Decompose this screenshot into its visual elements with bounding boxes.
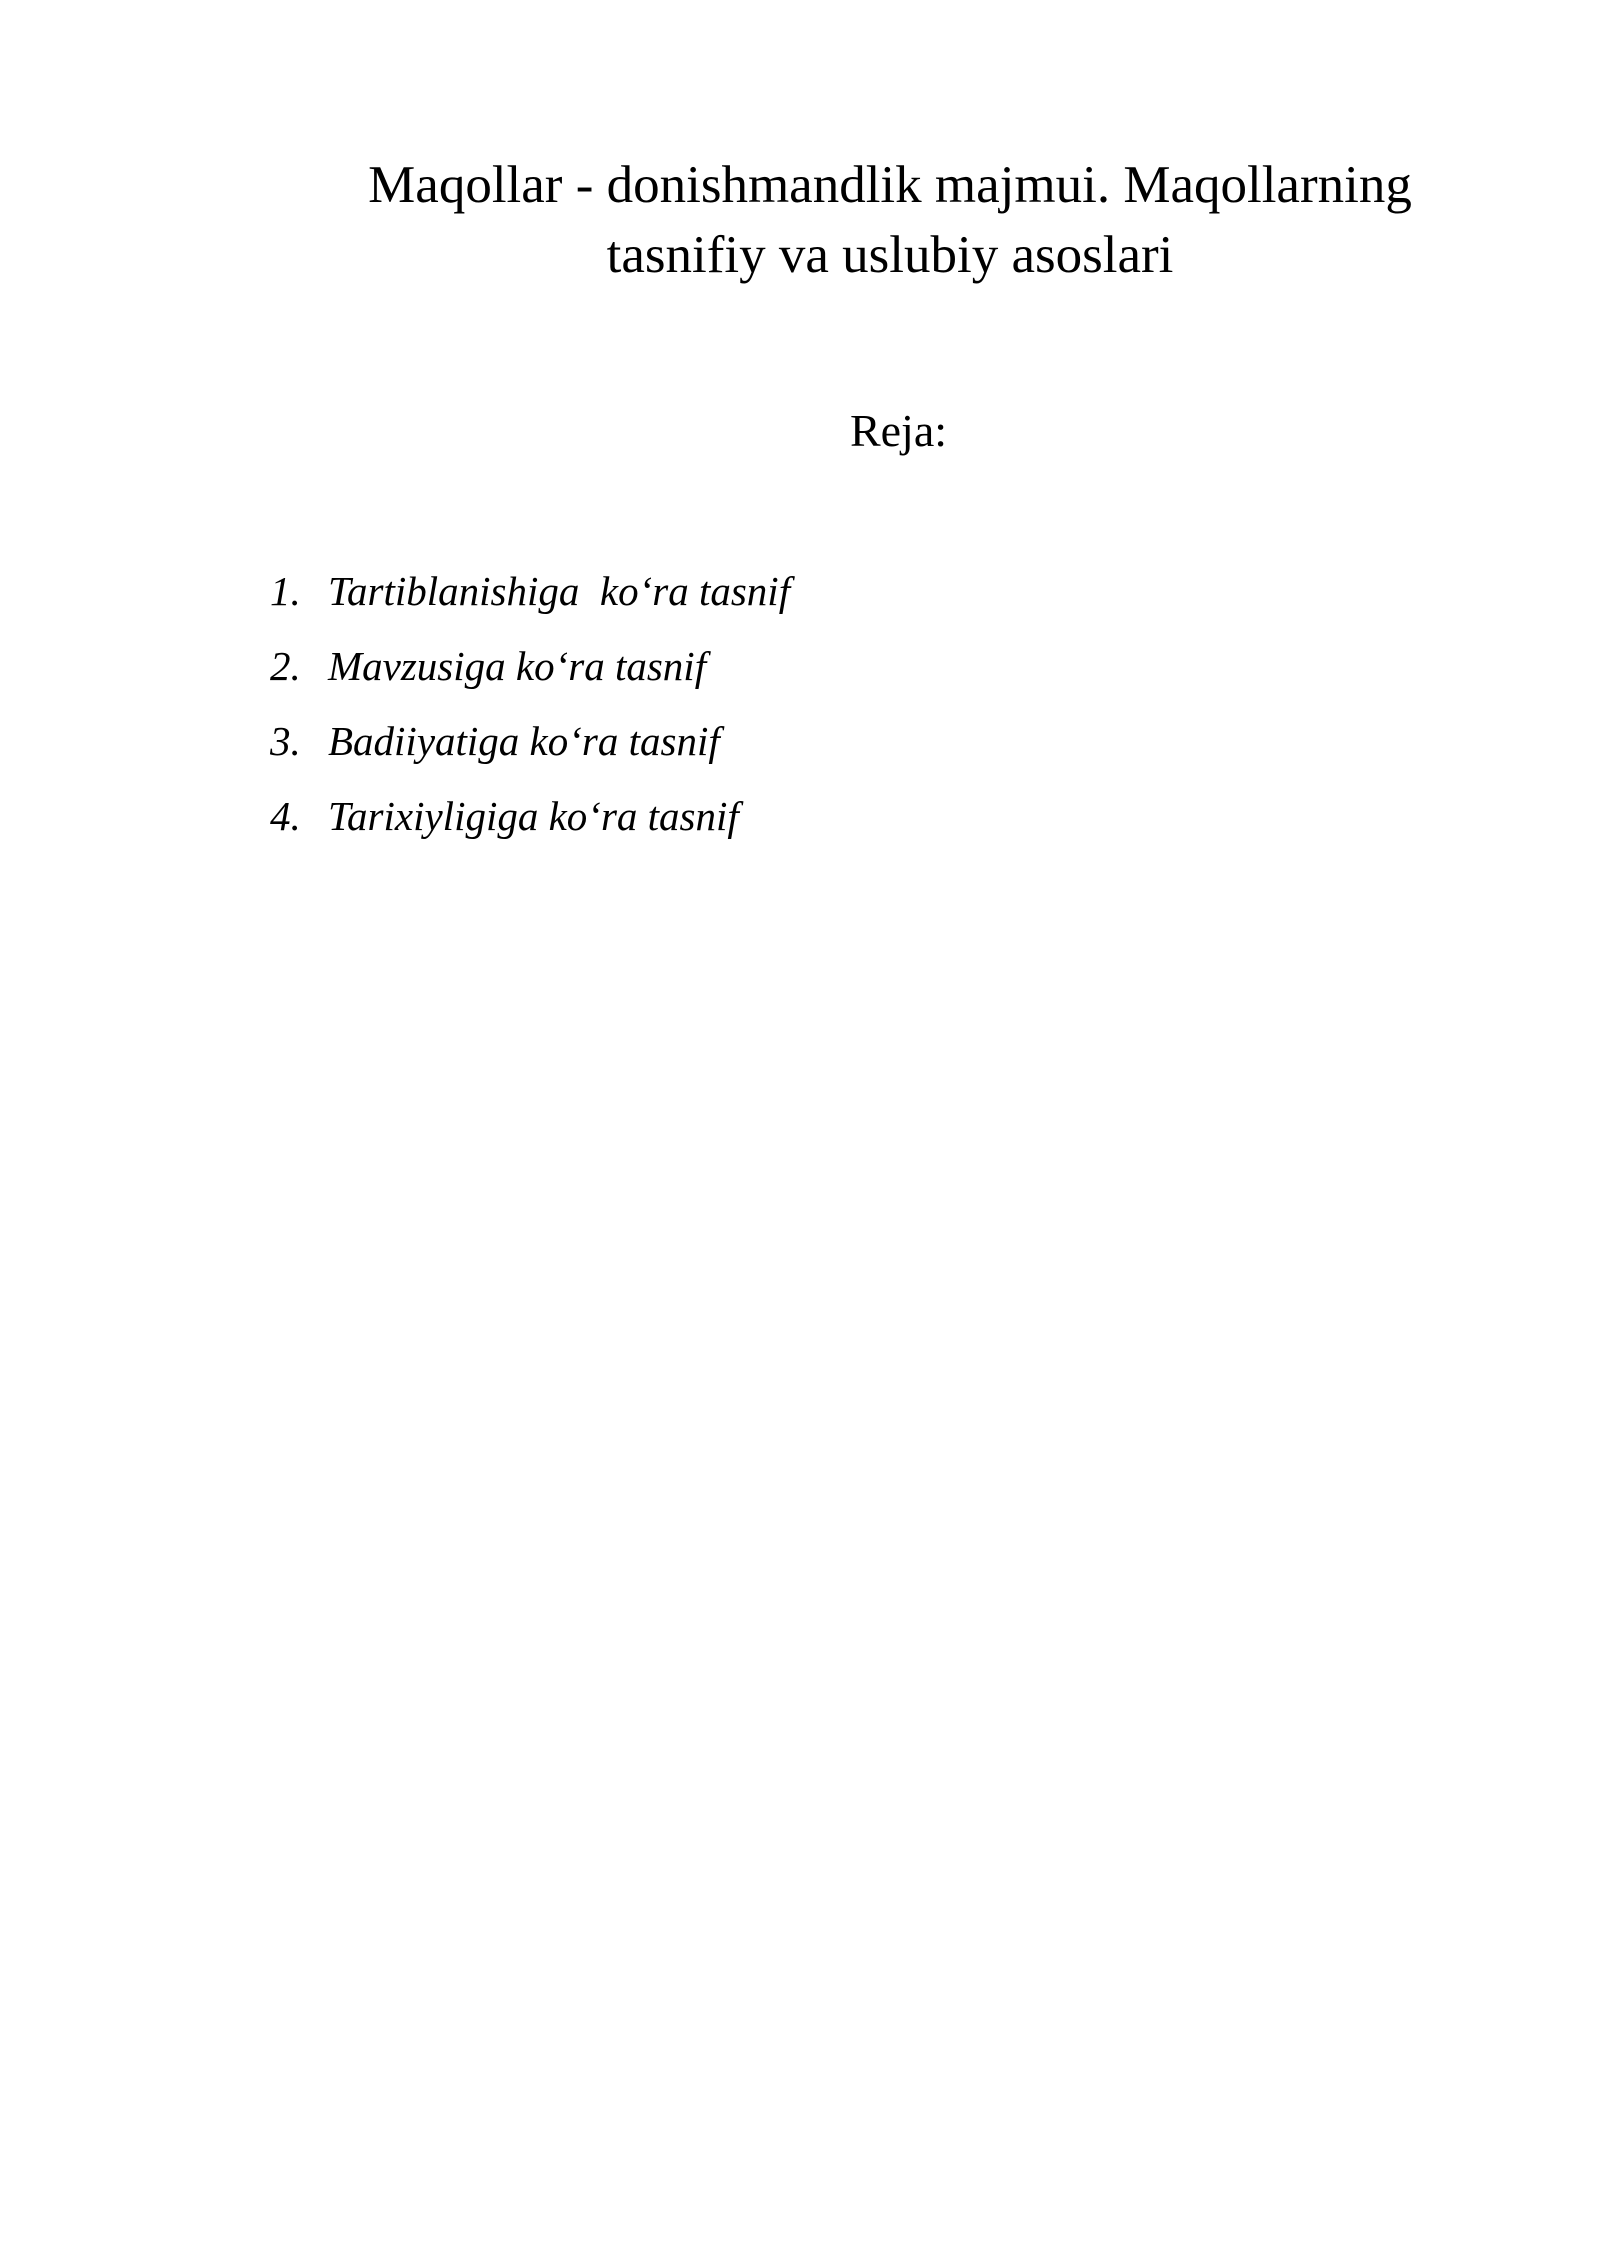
plan-item-3 [270,716,790,791]
title-line-2: tasnifiy va uslubiy asoslari [606,226,1174,284]
plan-item-number: 1. [270,568,301,614]
plan-item-text: Badiiyatiga ko‘ra tasnif [328,718,720,764]
title-line-1: Maqollar - donishmandlik majmui. Maqollarning [368,156,1412,214]
plan-item-text: Tartiblanishiga ko‘ra tasnif [328,568,791,614]
plan-item-number: 4. [270,793,301,839]
plan-item-number: 2. [270,643,301,689]
plan-heading: Reja: [849,405,948,456]
document-title [240,150,1540,290]
plan-item-4 [270,791,790,866]
plan-item-number: 3. [270,718,301,764]
plan-item-text: Tarixiyligiga ko‘ra tasnif [328,793,739,839]
plan-item-text: Mavzusiga ko‘ra tasnif [328,643,707,689]
plan-item-1 [270,566,790,641]
plan-item-2 [270,641,790,716]
plan-list [270,566,790,866]
